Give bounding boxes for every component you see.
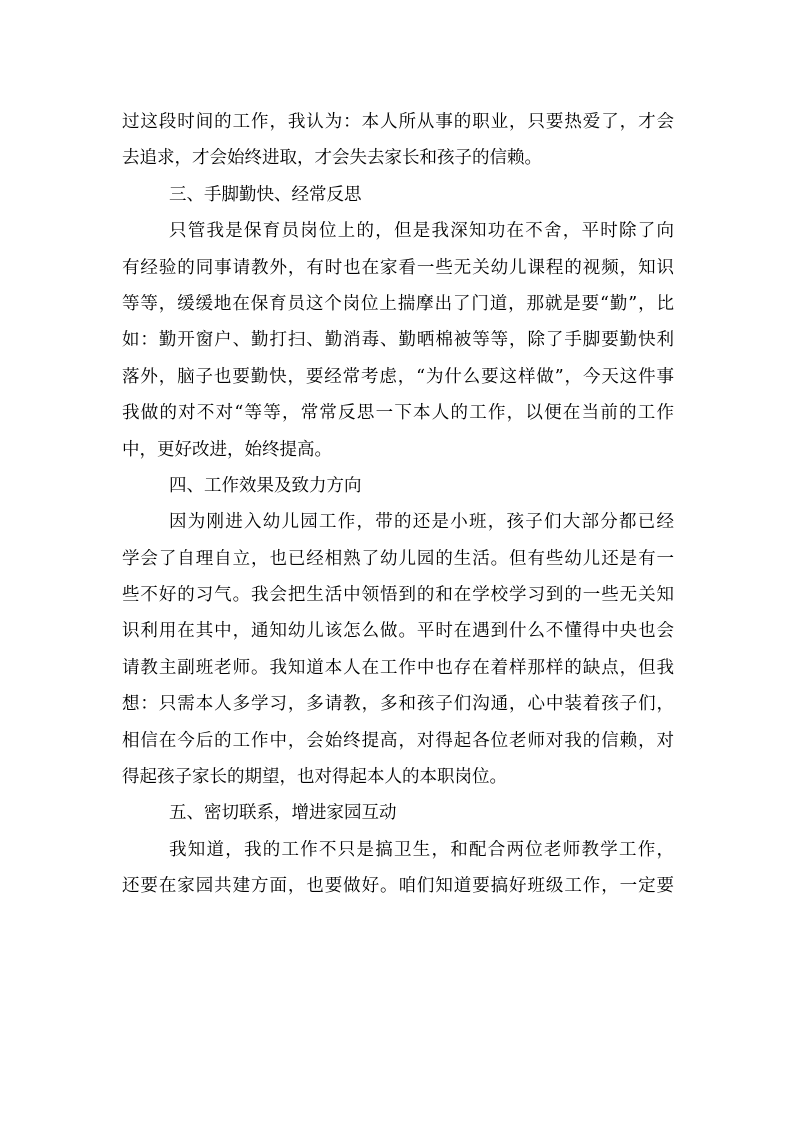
paragraph-line: 中，更好改进，始终提高。	[122, 439, 332, 460]
section-heading: 四、工作效果及致力方向	[169, 475, 362, 496]
document-body	[122, 104, 674, 905]
section-heading: 三、手脚勤快、经常反思	[169, 184, 362, 205]
paragraph-line: 还要在家园共建方面，也要做好。咱们知道要搞好班级工作，一定要	[122, 876, 674, 897]
paragraph-line: 因为刚进入幼儿园工作，带的还是小班，孩子们大部分都已经	[169, 512, 674, 533]
section-heading: 五、密切联系，增进家园互动	[169, 803, 397, 824]
paragraph-line: 等等，缓缓地在保育员这个岗位上揣摩出了门道，那就是要“勤”，比	[122, 293, 674, 314]
paragraph-line: 我做的对不对“等等，常常反思一下本人的工作，以便在当前的工作	[122, 403, 674, 424]
paragraph-line: 我知道，我的工作不只是搞卫生，和配合两位老师教学工作，	[169, 839, 674, 860]
paragraph-line: 学会了自理自立，也已经相熟了幼儿园的生活。但有些幼儿还是有一	[122, 548, 674, 569]
paragraph-line: 识利用在其中，通知幼儿该怎么做。平时在遇到什么不懂得中央也会	[122, 621, 674, 642]
paragraph-line: 些不好的习气。我会把生活中领悟到的和在学校学习到的一些无关知	[122, 585, 674, 606]
paragraph-line: 去追求，才会始终进取，才会失去家长和孩子的信赖。	[122, 148, 542, 169]
paragraph-line: 落外，脑子也要勤快，要经常考虑，“为什么要这样做”，今天这件事	[122, 366, 674, 387]
paragraph-line: 相信在今后的工作中，会始终提高，对得起各位老师对我的信赖，对	[122, 730, 674, 751]
paragraph-line: 得起孩子家长的期望，也对得起本人的本职岗位。	[122, 767, 507, 788]
paragraph-line: 想：只需本人多学习，多请教，多和孩子们沟通，心中装着孩子们，	[122, 694, 674, 715]
paragraph-line: 只管我是保育员岗位上的，但是我深知功在不舍，平时除了向	[169, 221, 674, 242]
paragraph-line: 过这段时间的工作，我认为：本人所从事的职业，只要热爱了，才会	[122, 112, 674, 132]
paragraph-line: 请教主副班老师。我知道本人在工作中也存在着样那样的缺点，但我	[122, 657, 674, 678]
paragraph-line: 如：勤开窗户、勤打扫、勤消毒、勤晒棉被等等，除了手脚要勤快利	[122, 330, 674, 351]
paragraph-line: 有经验的同事请教外，有时也在家看一些无关幼儿课程的视频，知识	[122, 257, 674, 278]
